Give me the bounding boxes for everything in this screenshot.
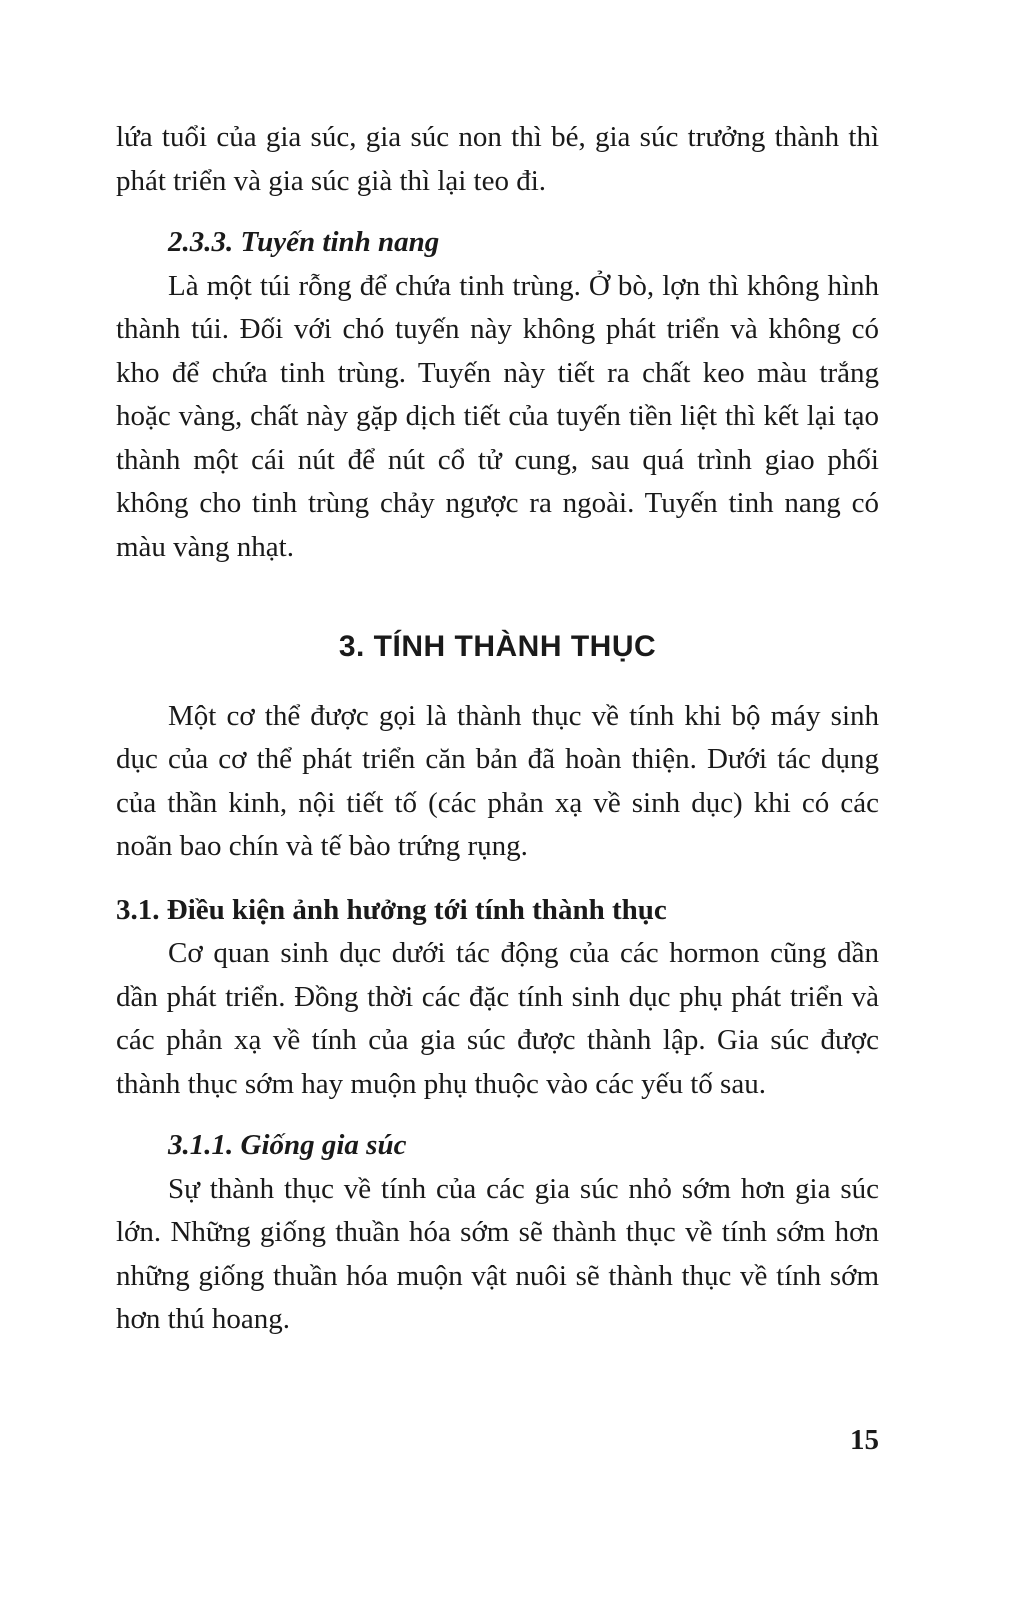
subsection-heading-3-1-1: 3.1.1. Giống gia súc bbox=[168, 1129, 407, 1161]
subsection-heading-2-3-3: 2.3.3. Tuyến tinh nang bbox=[168, 226, 440, 258]
paragraph-tuyen-tinh-nang: Là một túi rỗng để chứa tinh trùng. Ở bò, lợn thì không hình thành túi. Đối với chó tuyến này không phát triển và không có kho để chứa tinh trùng. Tuyến này tiết ra chất keo màu trắng hoặc vàng, chất này gặp dịch tiết của tuyến tiền liệt thì kết lại tạo thành một cái nút để nút cổ tử cung, sau quá trình giao phối không cho tinh trùng chảy ngược ra ngoài. Tuyến tinh nang có màu vàng nhạt. bbox=[116, 269, 879, 563]
section-heading-3-1: 3.1. Điều kiện ảnh hưởng tới tính thành thục bbox=[116, 893, 667, 926]
page-number: 15 bbox=[850, 1424, 879, 1456]
page-content bbox=[116, 116, 879, 1342]
paragraph-tinh-thanh-thuc: Một cơ thể được gọi là thành thục về tính khi bộ máy sinh dục của cơ thể phát triển căn bản đã hoàn thiện. Dưới tác dụng của thần kinh, nội tiết tố (các phản xạ về sinh dục) khi có các noãn bao chín và tế bào trứng rụng. bbox=[116, 699, 879, 862]
paragraph-giong-gia-suc: Sự thành thục về tính của các gia súc nhỏ sớm hơn gia súc lớn. Những giống thuần hóa sớm sẽ thành thục về tính sớm hơn những giống thuần hóa muộn vật nuôi sẽ thành thục về tính sớm hơn thú hoang. bbox=[116, 1172, 879, 1335]
continuation-paragraph: lứa tuổi của gia súc, gia súc non thì bé, gia súc trưởng thành thì phát triển và gia súc già thì lại teo đi. bbox=[116, 121, 879, 197]
paragraph-dieu-kien: Cơ quan sinh dục dưới tác động của các hormon cũng dần dần phát triển. Đồng thời các đặc tính sinh dục phụ phát triển và các phản xạ về tính của gia súc được thành lập. Gia súc được thành thục sớm hay muộn phụ thuộc vào các yếu tố sau. bbox=[116, 937, 879, 1100]
section-heading-3: 3. TÍNH THÀNH THỤC bbox=[338, 630, 657, 663]
